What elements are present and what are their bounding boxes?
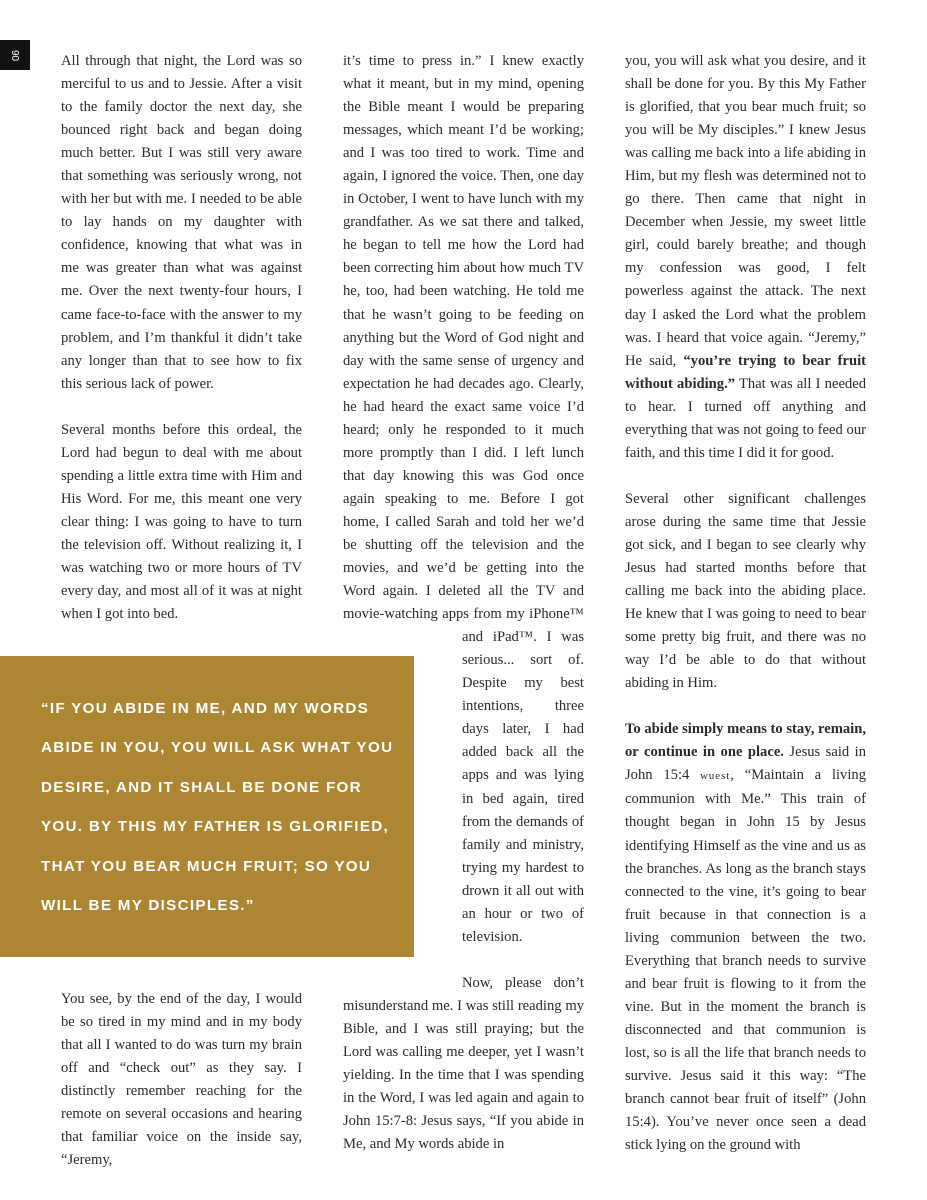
emphasis: “you’re trying to bear fruit without abiding.” bbox=[625, 352, 866, 392]
paragraph: Several months before this ordeal, the Lord had begun to deal with me about spending a little extra time with Him and His Word. For me, this meant one very clear thing: I was going to have to turn the television off. Without realizing it, I was watching two or more hours of TV every day, and most all of it was at night when I got into bed. bbox=[61, 421, 302, 623]
paragraph: All through that night, the Lord was so merciful to us and to Jessie. After a visit to the family doctor the next day, she bounced right back and began doing much better. But I was still very aware that something was seriously wrong, not with her but with me. I needed to be able to lay hands on my daughter with confidence, knowing that what was in me was greater than what was against me. Over the next twenty-four hours, I came face-to-face with the answer to my problem, and I’m thankful it didn’t take any longer than that to see how to fix this serious lack of power. bbox=[61, 53, 302, 392]
paragraph bbox=[625, 50, 866, 465]
emphasis: To abide simply means to stay, remain, or continue in one place. bbox=[625, 721, 866, 761]
text-run: , “Maintain a living communion with Me.” This train of thought began in John 15 by Jesus identifying Himself as the vine and us as the branches. As long as the branch stays connected to the vine, it’s going to bear fruit because in that connection is a living communion between the two. Everything that branch needs to survive and bear fruit is flowing to it from the vine. But in the moment the branch is disconnected and that communion is lost, so is all the life that branch needs to survive. Jesus said it this way: “The branch cannot bear fruit of itself” (John 15:4). You’ve never once seen a dead stick lying on the ground with bbox=[625, 767, 867, 1154]
column-2-text bbox=[343, 50, 584, 1156]
text-run: you, you will ask what you desire, and it shall be done for you. By this My Father is glorified, that you bear much fruit; so you will be My disciples.” I knew Jesus was calling me back into a life abiding in Him, but my flesh was determined not to go there. Then came that night in December when Jessie, my sweet little girl, could barely breathe; and though my confession was good, I felt powerless against the attack. The next day I asked the Lord what the problem was. I heard that voice again. “Jeremy,” He said, bbox=[625, 53, 866, 369]
column-3 bbox=[625, 50, 866, 1157]
page-number-tab bbox=[0, 40, 30, 70]
text-run: Jesus said in John 15:4 bbox=[625, 744, 866, 784]
small-caps-citation: wuest bbox=[700, 770, 731, 783]
column-1-bottom bbox=[61, 988, 302, 1172]
paragraph: Several other significant challenges arose during the same time that Jessie got sick, and I began to see clearly why Jesus had started months before that calling me back into the abiding place. He knew that I was going to need to bear some pretty big fruit, and there was no way I’d be able to do that without abiding in Him. bbox=[625, 490, 866, 692]
paragraph bbox=[625, 718, 866, 1157]
column-1-top bbox=[61, 50, 302, 626]
pull-quote: “IF YOU ABIDE IN ME, AND MY WORDS ABIDE IN YOU, YOU WILL ASK WHAT YOU DESIRE, AND IT SHALL BE DONE FOR YOU. BY THIS MY FATHER IS GLORIFIED, THAT YOU BEAR MUCH FRUIT; SO YOU WILL BE MY DISCIPLES.” bbox=[41, 700, 394, 915]
text-run: That was all I needed to hear. I turned off anything and everything that was not going to feed our faith, and this time I did it for good. bbox=[625, 375, 866, 461]
page-number: 90 bbox=[9, 49, 21, 61]
paragraph: You see, by the end of the day, I would be so tired in my mind and in my body that all I wanted to do was turn my brain off and “check out” as they say. I distinctly remember reaching for the remote on several occasions and hearing that familiar voice on the inside say, “Jeremy, bbox=[61, 991, 302, 1169]
paragraph: it’s time to press in.” I knew exactly what it meant, but in my mind, opening the Bible meant I would be preparing messages, which meant I’d be working; and I was too tired to work. Time and again, I ignored the voice. Then, one day in October, I went to have lunch with my grandfather. As we sat there and talked, he began to tell me how the Lord had been correcting him about how much TV he, too, had been watching. He told me that he wasn’t going to be feeding on anything but the Word of God night and day with the same sense of urgency and expectation he had decades ago. Clearly, he had heard the exact same voice I’d heard; only he responded to it much more promptly than I did. I left lunch that day knowing this was God once again speaking to me. Before I got home, I called Sarah and told her we’d be shutting off the television and the movies, and we’d be getting into the Word again. I deleted all the TV and movie-watching apps from my iPhone™ and iPad™. I was serious... sort of. Despite my best intentions, three days later, I had added back all the apps and was lying in bed again, tired from the demands of family and ministry, trying my hardest to drown it all out with an hour or two of television. bbox=[343, 53, 584, 945]
pull-quote-box bbox=[0, 656, 414, 957]
paragraph: Now, please don’t misunderstand me. I was still reading my Bible, and I was still praying; but the Lord was calling me deeper, yet I wasn’t yielding. In the time that I was spending in the Word, I was led again and again to John 15:7-8: Jesus says, “If you abide in Me, and My words abide in bbox=[343, 974, 584, 1153]
